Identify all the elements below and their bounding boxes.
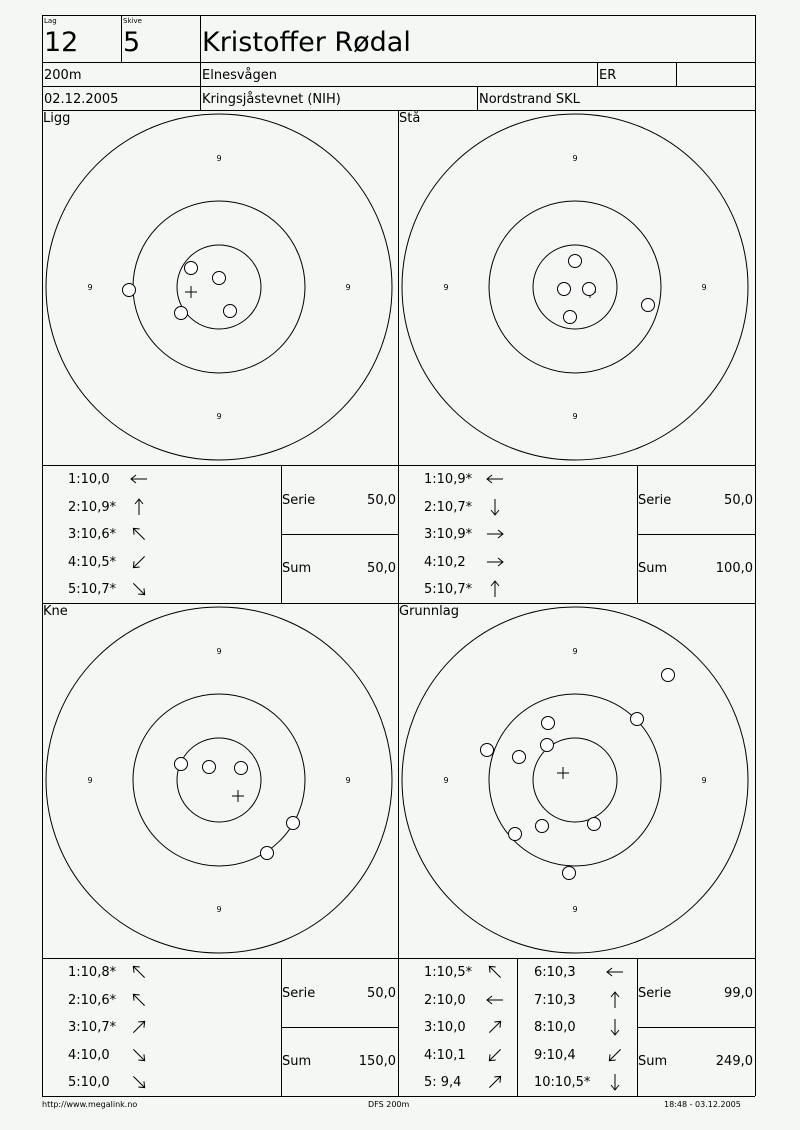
shooter-class: ER [599, 68, 617, 83]
shot-hole-4 [175, 307, 188, 320]
ring-3 [177, 738, 261, 822]
shot-score: 5:10,7* [424, 582, 473, 597]
serie-label: Serie [282, 986, 316, 1001]
target-rings [46, 114, 392, 460]
shot-score: 4:10,2 [424, 554, 466, 570]
ring-1 [46, 607, 392, 953]
shot-score: 5:10,0 [68, 1075, 110, 1090]
direction-arrow-icon [484, 1071, 506, 1093]
shot-hole-6 [513, 751, 526, 764]
shot-score: 3:10,7* [68, 1020, 117, 1035]
shot-hole-1 [175, 758, 188, 771]
ring-label: 9 [572, 154, 578, 163]
target-grunnlag [398, 603, 755, 958]
mean-point-cross [232, 790, 244, 802]
shot-score: 4:10,1 [424, 1047, 466, 1063]
target-rings [402, 607, 748, 953]
shot-score: 2:10,7* [424, 499, 473, 515]
serie-label: Serie [638, 986, 672, 1001]
sum-value: 150,0 [358, 1054, 396, 1069]
direction-arrow-icon [484, 551, 506, 573]
ring-label: 9 [87, 776, 93, 785]
shot-hole-5 [642, 299, 655, 312]
shot-score: 1:10,8* [68, 965, 117, 980]
skive-value: 5 [123, 27, 141, 58]
shot-hole-4 [541, 739, 554, 752]
shot-hole-3 [213, 272, 226, 285]
shots [558, 255, 655, 324]
shot-hole-10 [563, 867, 576, 880]
panel-title-sta: Stå [399, 111, 421, 126]
ring-label: 9 [216, 905, 222, 914]
sum-label: Sum [282, 561, 312, 576]
distance: 200m [44, 68, 82, 83]
ring-label: 9 [701, 283, 707, 292]
serie-value: 50,0 [367, 493, 396, 508]
ring-label: 9 [572, 905, 578, 914]
shot-score: 3:10,0 [424, 1020, 466, 1035]
serie-value: 50,0 [367, 986, 396, 1001]
lag-label: Lag [44, 17, 57, 25]
shot-hole-5 [481, 744, 494, 757]
shot-score: 10:10,5* [534, 1075, 591, 1090]
ring-label: 9 [216, 154, 222, 163]
shot-score: 4:10,0 [68, 1047, 110, 1063]
ring-2 [133, 694, 305, 866]
target-rings [402, 114, 748, 460]
sum-value: 100,0 [715, 561, 753, 576]
direction-arrow-icon [128, 551, 150, 573]
direction-arrow-icon [484, 468, 506, 490]
club: Elnesvågen [202, 68, 277, 83]
shooter-name: Kristoffer Rødal [202, 27, 411, 58]
shot-hole-2 [185, 262, 198, 275]
target-ligg [42, 110, 398, 465]
ring-1 [402, 114, 748, 460]
direction-arrow-icon [484, 1016, 506, 1038]
shot-score: 7:10,3 [534, 992, 576, 1008]
shot-hole-3 [583, 283, 596, 296]
sum-value: 249,0 [715, 1054, 753, 1069]
event: Kringsjåstevnet (NIH) [202, 92, 341, 107]
shot-hole-7 [536, 820, 549, 833]
date: 02.12.2005 [44, 92, 119, 107]
target-kne [42, 603, 398, 958]
sum-label: Sum [638, 561, 668, 576]
direction-arrow-icon [128, 1071, 150, 1093]
shots [481, 669, 675, 880]
shot-hole-3 [235, 762, 248, 775]
target-rings [46, 607, 392, 953]
direction-arrow-icon [604, 989, 626, 1011]
direction-arrow-icon [484, 989, 506, 1011]
panel-title-kne: Kne [43, 604, 68, 619]
sum-label: Sum [282, 1054, 312, 1069]
serie-label: Serie [282, 493, 316, 508]
direction-arrow-icon [128, 961, 150, 983]
shot-hole-2 [558, 283, 571, 296]
direction-arrow-icon [484, 1044, 506, 1066]
shot-score: 9:10,4 [534, 1047, 576, 1063]
mean-point-cross [185, 286, 197, 298]
direction-arrow-icon [128, 523, 150, 545]
footer-timestamp: 18:48 - 03.12.2005 [664, 1100, 741, 1109]
shot-hole-1 [569, 255, 582, 268]
direction-arrow-icon [484, 496, 506, 518]
shot-score: 2:10,9* [68, 499, 117, 515]
sum-value: 50,0 [367, 561, 396, 576]
direction-arrow-icon [604, 1016, 626, 1038]
footer-url[interactable]: http://www.megalink.no [42, 1100, 138, 1109]
shot-hole-3 [542, 717, 555, 730]
sum-label: Sum [638, 1054, 668, 1069]
shot-hole-4 [287, 817, 300, 830]
ring-2 [133, 201, 305, 373]
serie-label: Serie [638, 493, 672, 508]
shot-score: 2:10,0 [424, 992, 466, 1008]
shot-score: 1:10,0 [68, 472, 110, 487]
shot-hole-2 [631, 713, 644, 726]
direction-arrow-icon [128, 468, 150, 490]
shots [175, 758, 300, 860]
footer-center: DFS 200m [368, 1100, 410, 1109]
ring-label: 9 [345, 283, 351, 292]
panel-title-grunnlag: Grunnlag [399, 604, 459, 619]
ring-label: 9 [216, 412, 222, 421]
skive-label: Skive [123, 17, 142, 25]
shot-score: 5:10,7* [68, 582, 117, 597]
ring-label: 9 [572, 647, 578, 656]
shot-score: 2:10,6* [68, 992, 117, 1008]
ring-label: 9 [216, 647, 222, 656]
shot-score: 1:10,9* [424, 472, 473, 487]
direction-arrow-icon [604, 1044, 626, 1066]
shot-hole-4 [564, 311, 577, 324]
ring-label: 9 [87, 283, 93, 292]
ring-label: 9 [572, 412, 578, 421]
shot-score: 1:10,5* [424, 965, 473, 980]
direction-arrow-icon [128, 989, 150, 1011]
shot-hole-5 [261, 847, 274, 860]
shot-score: 5: 9,4 [424, 1075, 462, 1090]
shot-hole-5 [224, 305, 237, 318]
shot-hole-1 [662, 669, 675, 682]
serie-value: 50,0 [724, 493, 753, 508]
ring-label: 9 [443, 283, 449, 292]
lag-value: 12 [44, 27, 79, 58]
serie-value: 99,0 [724, 986, 753, 1001]
ring-label: 9 [443, 776, 449, 785]
shots [123, 262, 237, 320]
shot-hole-2 [203, 761, 216, 774]
venue: Nordstrand SKL [479, 92, 580, 107]
mean-point-cross [557, 767, 569, 779]
shot-score: 4:10,5* [68, 554, 117, 570]
direction-arrow-icon [484, 961, 506, 983]
shot-score: 3:10,6* [68, 527, 117, 542]
shot-hole-9 [588, 818, 601, 831]
direction-arrow-icon [128, 496, 150, 518]
direction-arrow-icon [604, 961, 626, 983]
direction-arrow-icon [128, 1016, 150, 1038]
direction-arrow-icon [604, 1071, 626, 1093]
ring-2 [489, 201, 661, 373]
shot-score: 6:10,3 [534, 965, 576, 980]
shot-score: 8:10,0 [534, 1020, 576, 1035]
ring-1 [402, 607, 748, 953]
ring-1 [46, 114, 392, 460]
direction-arrow-icon [484, 523, 506, 545]
direction-arrow-icon [484, 578, 506, 600]
direction-arrow-icon [128, 578, 150, 600]
ring-3 [177, 245, 261, 329]
direction-arrow-icon [128, 1044, 150, 1066]
shot-hole-8 [509, 828, 522, 841]
ring-label: 9 [345, 776, 351, 785]
shot-hole-1 [123, 284, 136, 297]
panel-title-ligg: Ligg [43, 111, 71, 126]
shot-score: 3:10,9* [424, 527, 473, 542]
target-sta [398, 110, 755, 465]
ring-label: 9 [701, 776, 707, 785]
